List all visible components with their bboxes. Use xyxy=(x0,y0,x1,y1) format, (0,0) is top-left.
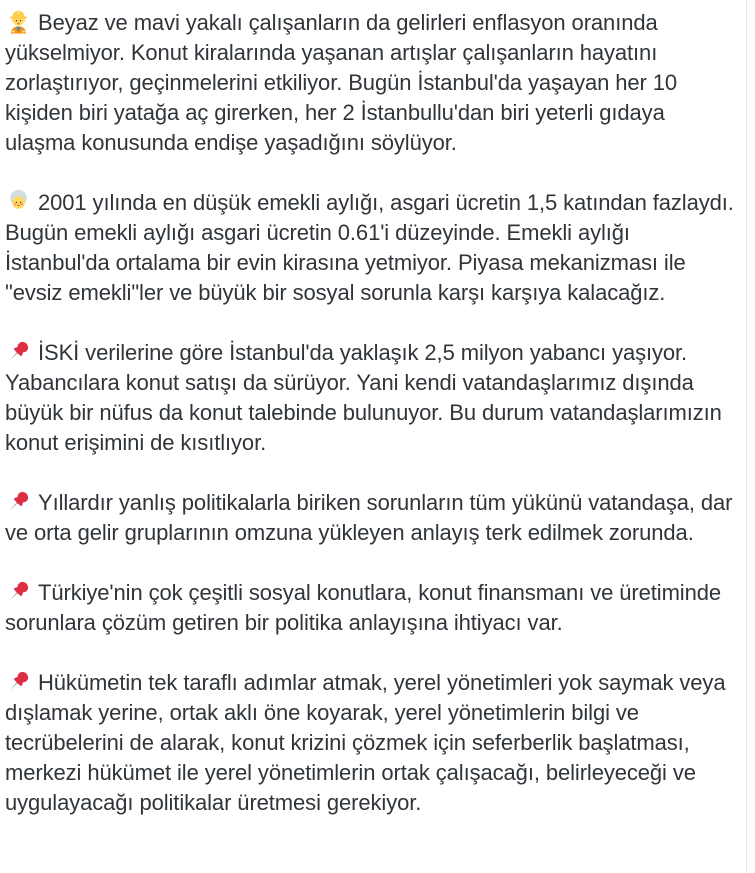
tweet-paragraph xyxy=(5,578,740,638)
tweet-paragraph xyxy=(5,338,740,458)
pushpin-icon xyxy=(5,488,32,515)
tweet-text-block xyxy=(5,8,740,818)
pushpin-icon xyxy=(5,668,32,695)
paragraph-text: 2001 yılında en düşük emekli aylığı, asgari ücretin 1,5 katından fazlaydı. Bugün emekli aylığı asgari ücretin 0.61'i düzeyinde. Emekli aylığı İstanbul'da ortalama bir evin kirasına yetmiyor. Piyasa mekanizması ile "evsiz emekli"ler ve büyük bir sosyal sorunla karşı karşıya kalacağız. xyxy=(5,190,734,305)
older-person-icon xyxy=(5,188,32,215)
tweet-paragraph xyxy=(5,488,740,548)
paragraph-text: Türkiye'nin çok çeşitli sosyal konutlara, konut finansmanı ve üretiminde sorunlara çözüm getiren bir politika anlayışına ihtiyacı var. xyxy=(5,580,721,635)
construction-worker-icon xyxy=(5,8,32,35)
tweet-paragraph xyxy=(5,8,740,158)
paragraph-text: Beyaz ve mavi yakalı çalışanların da gelirleri enflasyon oranında yükselmiyor. Konut kiralarında yaşanan artışlar çalışanların hayatını zorlaştırıyor, geçinmelerini etkiliyor. Bugün İstanbul'da yaşayan her 10 kişiden biri yatağa aç girerken, her 2 İstanbullu'dan biri yeterli gıdaya ulaşma konusunda endişe yaşadığını söylüyor. xyxy=(5,10,678,155)
pushpin-icon xyxy=(5,578,32,605)
paragraph-text: Yıllardır yanlış politikalarla biriken sorunların tüm yükünü vatandaşa, dar ve orta gelir gruplarının omzuna yükleyen anlayış terk edilmek zorunda. xyxy=(5,490,733,545)
tweet-paragraph xyxy=(5,668,740,818)
paragraph-text: İSKİ verilerine göre İstanbul'da yaklaşık 2,5 milyon yabancı yaşıyor. Yabancılara konut satışı da sürüyor. Yani kendi vatandaşlarımız dışında büyük bir nüfus da konut talebinde bulunuyor. Bu durum vatandaşlarımızın konut erişimini de kısıtlıyor. xyxy=(5,340,722,455)
tweet-paragraph xyxy=(5,188,740,308)
paragraph-text: Hükümetin tek taraflı adımlar atmak, yerel yönetimleri yok saymak veya dışlamak yerine, ortak aklı öne koyarak, yerel yönetimlerin bilgi ve tecrübelerini de alarak, konut krizini çözmek için seferberlik başlatması, merkezi hükümet ile yerel yönetimlerin ortak çalışacağı, belirleyeceği ve uygulayacağı politikalar üretmesi gerekiyor. xyxy=(5,670,726,815)
pushpin-icon xyxy=(5,338,32,365)
